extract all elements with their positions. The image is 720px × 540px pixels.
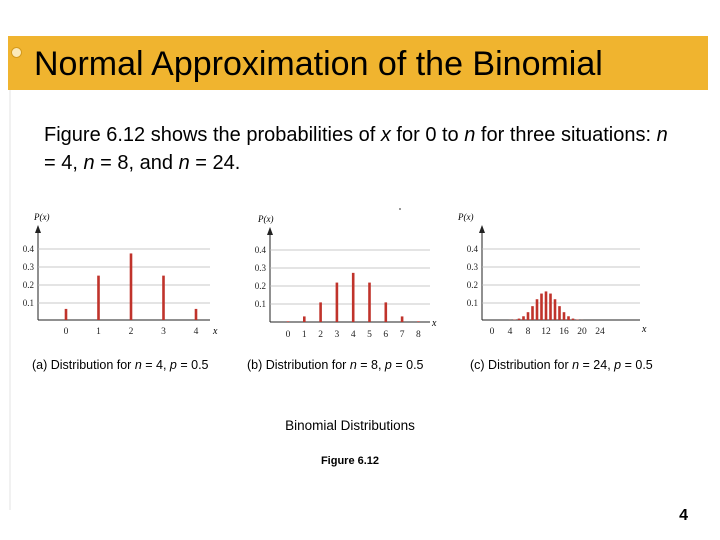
bar xyxy=(303,316,306,322)
bar xyxy=(352,273,355,322)
x-tick-label: 0 xyxy=(489,327,495,337)
bar xyxy=(162,276,165,320)
figure-number: Figure 6.12 xyxy=(320,455,380,467)
x-tick-label: 0 xyxy=(285,330,291,340)
bar xyxy=(527,312,530,320)
grid xyxy=(38,249,210,303)
caption-a: (a) Distribution for n = 4, p = 0.5 xyxy=(32,358,209,372)
y-tick-label: 0.2 xyxy=(466,280,478,290)
y-tick-label: 0.1 xyxy=(22,298,34,308)
x-tick-label: 3 xyxy=(334,330,340,340)
x-tick-label: 8 xyxy=(416,330,421,340)
bar xyxy=(572,319,575,320)
bar xyxy=(563,312,566,320)
x-tick-label: 1 xyxy=(301,330,307,340)
y-tick-label: 0.1 xyxy=(254,299,266,309)
x-axis-label: x xyxy=(213,326,218,337)
x-tick-label: 7 xyxy=(399,330,405,340)
bar xyxy=(195,309,198,320)
bar xyxy=(368,283,371,322)
x-ticks xyxy=(64,327,199,337)
x-tick-label: 8 xyxy=(525,327,531,337)
x-tick-label: 1 xyxy=(96,327,101,337)
bar xyxy=(554,299,557,320)
bar xyxy=(319,302,322,322)
x-tick-label: 6 xyxy=(383,330,389,340)
y-ticks xyxy=(23,244,35,308)
chart-n24 xyxy=(456,208,656,348)
bar xyxy=(536,299,539,320)
caption-b: (b) Distribution for n = 8, p = 0.5 xyxy=(247,358,424,372)
x-tick-label: 16 xyxy=(559,327,569,337)
x-axis-label: x xyxy=(432,318,437,329)
x-ticks xyxy=(286,330,421,340)
caption-c: (c) Distribution for n = 24, p = 0.5 xyxy=(470,358,653,372)
y-tick-label: 0.1 xyxy=(466,298,478,308)
bar xyxy=(130,253,133,320)
x-tick-label: 2 xyxy=(318,330,323,340)
y-tick-label: 0.4 xyxy=(22,244,34,254)
x-tick-label: 12 xyxy=(541,327,551,337)
y-tick-label: 0.3 xyxy=(22,262,34,272)
bar xyxy=(97,276,100,320)
grid xyxy=(270,250,430,304)
x-tick-label: 4 xyxy=(507,327,513,337)
y-tick-label: 0.3 xyxy=(466,262,478,272)
chart-n4 xyxy=(22,208,230,348)
x-tick-label: 20 xyxy=(577,327,587,337)
y-axis-label: P(x) xyxy=(258,214,274,224)
bar xyxy=(401,316,404,322)
left-rule xyxy=(9,40,11,510)
intro-paragraph: Figure 6.12 shows the probabilities of x for 0 to n for three situations: n = 4, n = 8, and n = 24. xyxy=(44,124,668,174)
bar xyxy=(65,309,68,320)
bars xyxy=(509,291,584,320)
grid xyxy=(482,249,640,303)
x-tick-label: 5 xyxy=(367,330,372,340)
y-ticks xyxy=(467,244,479,308)
bar xyxy=(558,306,561,320)
x-ticks xyxy=(490,327,605,337)
y-tick-label: 0.2 xyxy=(22,280,34,290)
bar xyxy=(336,283,339,322)
bar xyxy=(549,294,552,320)
x-axis-label: x xyxy=(642,324,647,335)
bar xyxy=(540,294,543,320)
y-axis-label: P(x) xyxy=(34,212,50,222)
y-tick-label: 0.3 xyxy=(254,263,266,273)
x-tick-label: 0 xyxy=(63,327,69,337)
bar xyxy=(287,321,290,322)
y-tick-label: 0.4 xyxy=(466,244,478,254)
bar xyxy=(531,306,534,320)
x-tick-label: 2 xyxy=(128,327,134,337)
x-tick-label: 4 xyxy=(193,327,199,337)
slide-title: Normal Approximation of the Binomial xyxy=(34,45,603,83)
bar xyxy=(522,316,525,320)
y-tick-label: 0.2 xyxy=(254,281,266,291)
bar xyxy=(518,319,521,320)
x-tick-label: 24 xyxy=(595,327,605,337)
figure-title: Binomial Distributions xyxy=(285,418,415,433)
x-tick-label: 3 xyxy=(161,327,166,337)
page-number: 4 xyxy=(679,507,688,524)
x-tick-label: 4 xyxy=(350,330,356,340)
y-ticks xyxy=(255,245,267,309)
bar xyxy=(385,302,388,322)
chart-n8 xyxy=(248,210,448,350)
y-axis-label: P(x) xyxy=(458,212,474,222)
title-bullet xyxy=(11,47,22,58)
bar xyxy=(417,321,420,322)
bars xyxy=(65,253,198,320)
bar xyxy=(545,291,548,320)
y-tick-label: 0.4 xyxy=(254,245,266,255)
bar xyxy=(567,316,570,320)
bars xyxy=(287,273,420,322)
